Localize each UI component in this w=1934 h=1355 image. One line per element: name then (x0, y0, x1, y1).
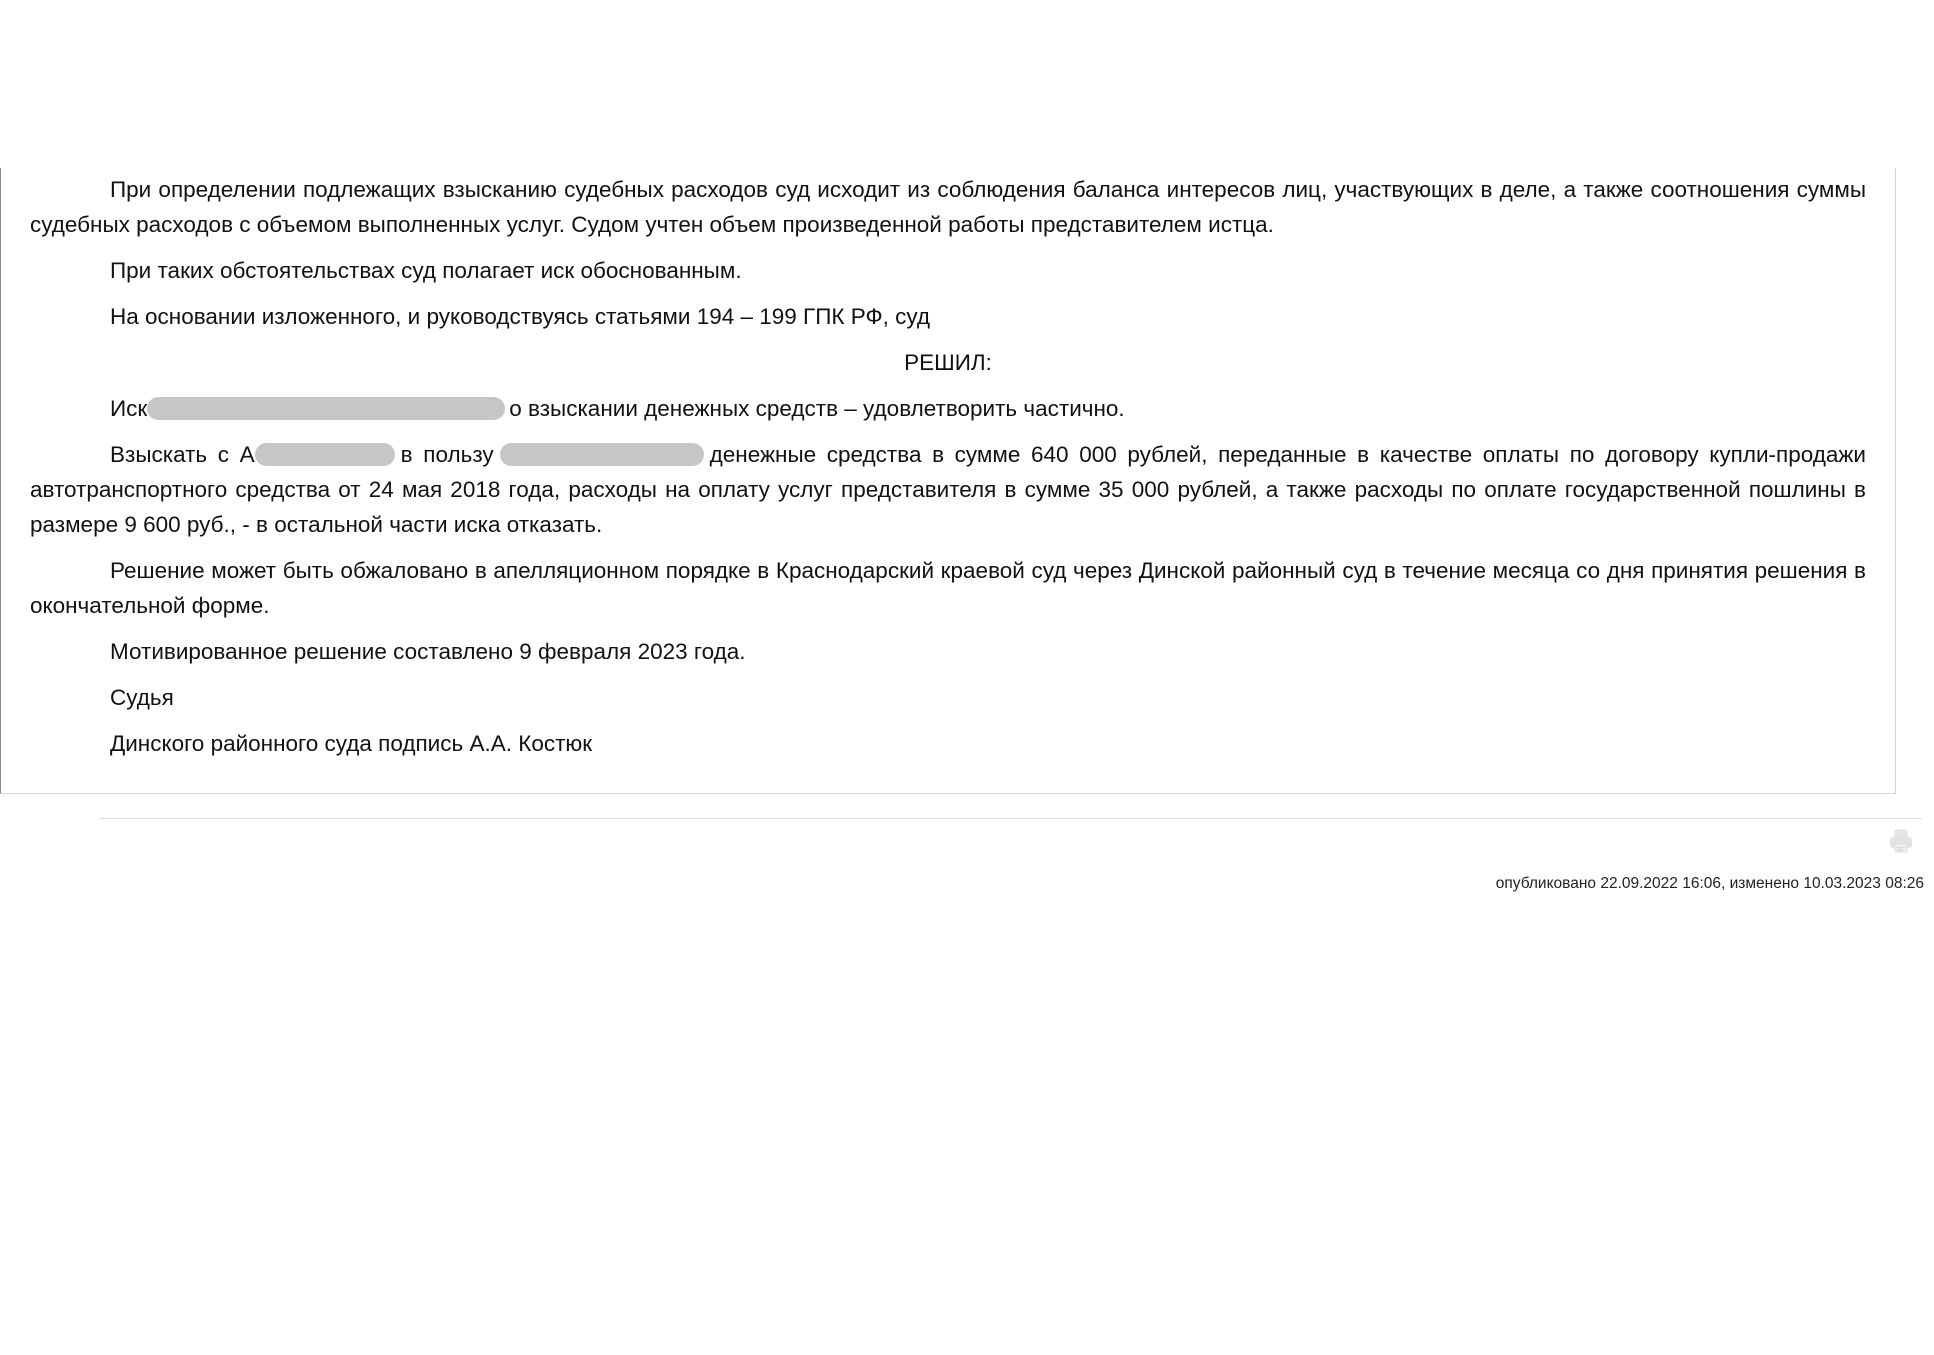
recover-middle: в пользу (400, 442, 494, 467)
redacted-beneficiary-name (500, 443, 704, 466)
recover-start: Взыскать с А (110, 442, 255, 467)
paragraph-appeal: Решение может быть обжаловано в апелляционном порядке в Краснодарский краевой суд через Динской районный суд в течение месяца со дня принятия решения в окончательной форме. (30, 558, 1866, 618)
decision-heading: РЕШИЛ: (904, 350, 992, 375)
paragraph-legal-basis: На основании изложенного, и руководствуясь статьями 194 – 199 ГПК РФ, суд (110, 304, 931, 329)
paragraph-claim-justified: При таких обстоятельствах суд полагает иск обоснованным. (110, 258, 742, 283)
paragraph-reasoned-decision-date: Мотивированное решение составлено 9 февраля 2023 года. (110, 639, 746, 664)
claim-start: Иск (110, 396, 148, 421)
printer-icon-glyph (1887, 827, 1915, 855)
publication-meta: опубликовано 22.09.2022 16:06, изменено 10.03.2023 08:26 (1495, 875, 1924, 892)
claim-rest: о взыскании денежных средств – удовлетворить частично. (509, 396, 1125, 421)
recover-rest: денежные средства в сумме 640 000 рублей, переданные в качестве оплаты по договору купли-продажи автотранспортного средства от 24 мая 2018 года, расходы на оплату услуг представителя в сумме 35 000 рублей, а также расходы по оплате государственной пошлины в размере 9 600 руб., - в остальной части иска отказать. (30, 442, 1866, 537)
redacted-plaintiff-name (147, 397, 505, 420)
paragraph-claim-partial (30, 391, 1866, 426)
document-body (30, 172, 1866, 772)
paragraph-costs: При определении подлежащих взысканию судебных расходов суд исходит из соблюдения баланса интересов лиц, участвующих в деле, а также соотношения суммы судебных расходов с объемом выполненных услуг. Судом учтен объем произведенной работы представителем истца. (30, 177, 1866, 237)
printer-icon[interactable] (1886, 826, 1916, 856)
footer-separator (100, 818, 1922, 819)
paragraph-recover-funds (30, 437, 1866, 542)
judge-title: Судья (110, 685, 174, 710)
judge-signature: Динского районного суда подпись А.А. Костюк (110, 731, 593, 756)
redacted-defendant-name (255, 443, 395, 466)
